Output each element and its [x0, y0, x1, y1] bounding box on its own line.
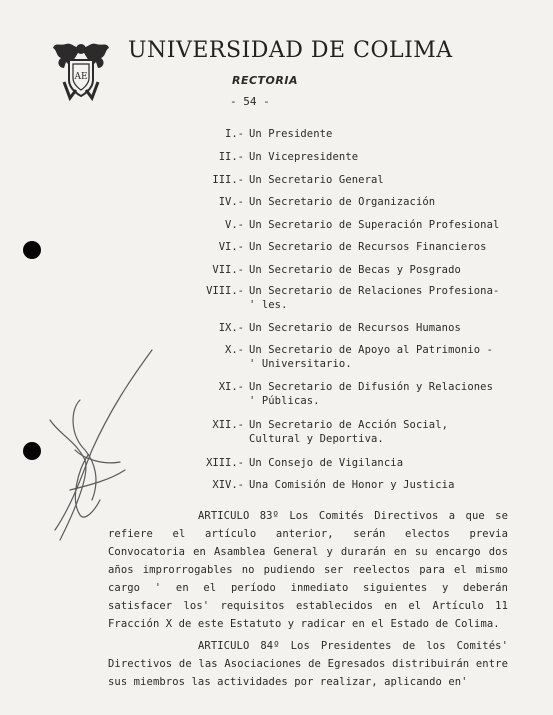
- item-text: Un Presidente: [249, 128, 333, 140]
- item-text: Un Secretario de Difusión y Relaciones ' Públicas.: [249, 381, 494, 407]
- item-number: X.-: [225, 344, 244, 356]
- list-item: [160, 456, 505, 470]
- department-label: RECTORIA: [232, 74, 298, 87]
- svg-text:AE: AE: [74, 72, 88, 82]
- list-item: [160, 173, 505, 187]
- punch-hole: [23, 241, 41, 259]
- list-item: [160, 284, 505, 312]
- list-item: [160, 218, 505, 232]
- item-text: Un Secretario de Relaciones Profesiona-' les.: [249, 285, 500, 311]
- item-number: XII.-: [212, 419, 244, 431]
- list-item: [160, 127, 505, 141]
- item-text: Un Secretario de Acción Social, Cultural y Deportiva.: [249, 419, 449, 445]
- item-number: II.-: [218, 151, 244, 163]
- article-paragraph: ARTICULO 84º Los Presidentes de los Comités' Directivos de las Asociaciones de Egresados distribuirán entre sus miembros las actividades por realizar, aplicando en': [108, 640, 508, 688]
- item-text: Un Secretario de Superación Profesional: [249, 219, 500, 231]
- article-paragraph: ARTICULO 83º Los Comités Directivos a que se refiere el artículo anterior, serán electos previa Convocatoria en Asamblea General y durarán en su encargo dos años improrrogables no pudiendo ser reelectos para el mismo cargo ' en el período inmediato siguientes y deberán satisfacer los' requisitos establecidos en el Artículo 11 Fracción X de este Estatuto y radicar en el Estado de Colima.: [108, 510, 508, 630]
- item-number: VIII.-: [206, 285, 244, 297]
- item-text: Una Comisión de Honor y Justicia: [249, 479, 455, 491]
- list-item: [160, 478, 505, 492]
- university-seal-logo: [52, 40, 110, 102]
- item-number: I.-: [225, 128, 244, 140]
- item-number: IX.-: [218, 322, 244, 334]
- item-number: V.-: [225, 219, 244, 231]
- item-number: XI.-: [218, 381, 244, 393]
- list-item: [160, 240, 505, 254]
- list-item: [160, 321, 505, 335]
- item-text: Un Secretario de Apoyo al Patrimonio - ' Universitario.: [249, 344, 494, 370]
- item-number: VII.-: [212, 264, 244, 276]
- list-item: [160, 418, 505, 446]
- list-item: [160, 150, 505, 164]
- list-item: [160, 343, 505, 371]
- item-number: VI.-: [218, 241, 244, 253]
- item-number: IV.-: [218, 196, 244, 208]
- item-text: Un Secretario General: [249, 174, 384, 186]
- item-text: Un Secretario de Recursos Humanos: [249, 322, 461, 334]
- item-number: XIV.-: [212, 479, 244, 491]
- item-text: Un Consejo de Vigilancia: [249, 457, 404, 469]
- university-title: UNIVERSIDAD DE COLIMA: [128, 38, 453, 63]
- item-text: Un Secretario de Becas y Posgrado: [249, 264, 461, 276]
- list-item: [160, 380, 505, 408]
- item-text: Un Vicepresidente: [249, 151, 359, 163]
- item-text: Un Secretario de Recursos Financieros: [249, 241, 487, 253]
- item-text: Un Secretario de Organización: [249, 196, 436, 208]
- page-number: - 54 -: [230, 95, 270, 108]
- list-item: [160, 263, 505, 277]
- item-number: XIII.-: [206, 457, 244, 469]
- handwritten-signature: [30, 340, 170, 550]
- item-number: III.-: [212, 174, 244, 186]
- punch-hole: [23, 442, 41, 460]
- list-item: [160, 195, 505, 209]
